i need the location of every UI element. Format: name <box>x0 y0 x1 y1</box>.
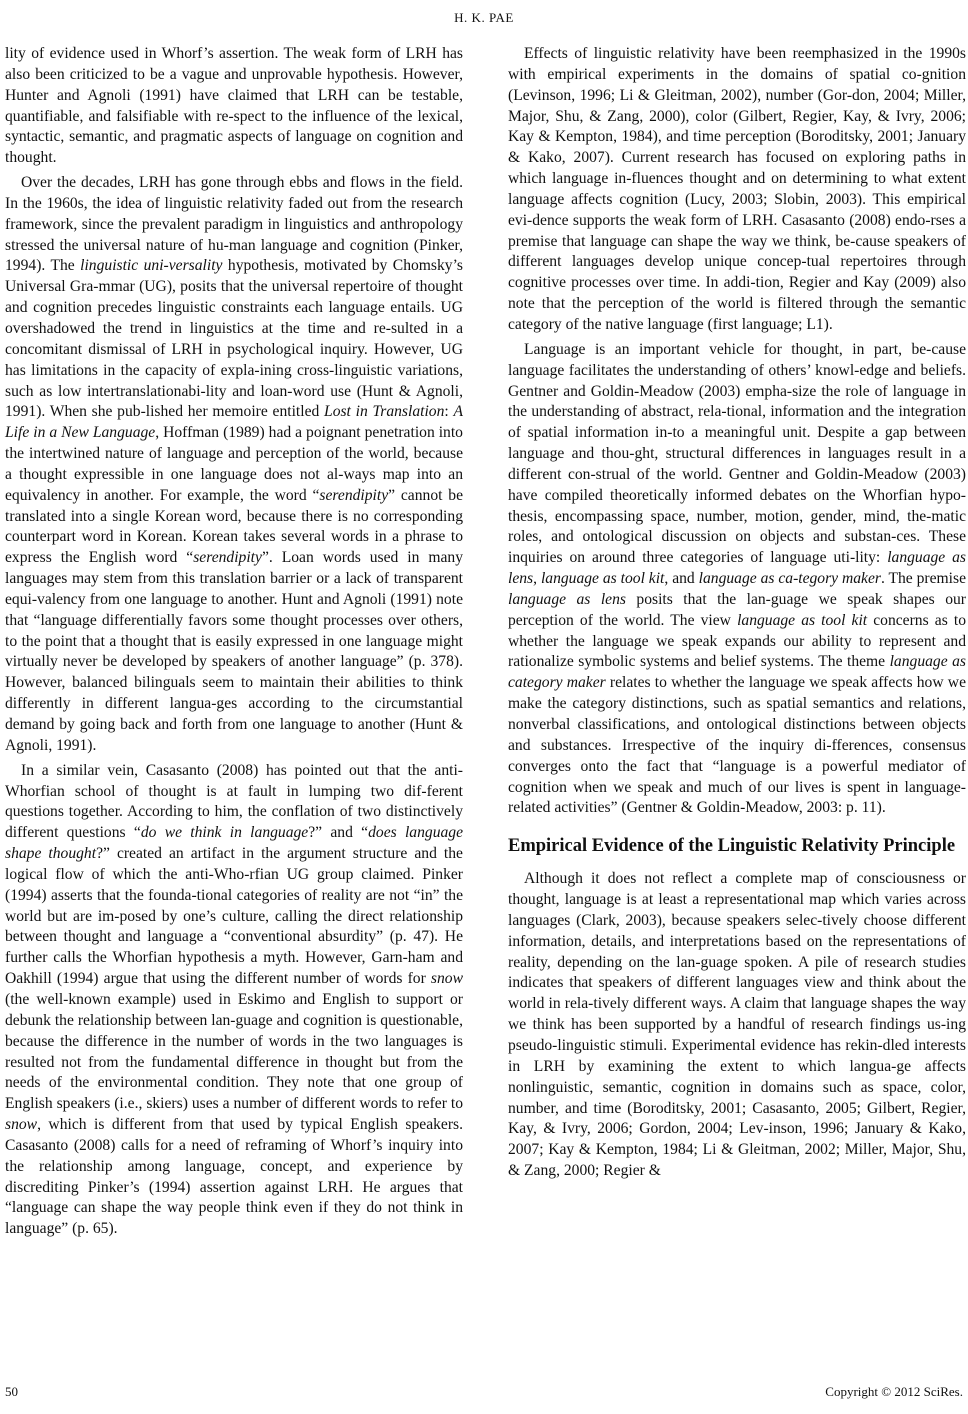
italic-term: do we think in language <box>140 824 309 842</box>
italic-term: snow <box>430 970 463 988</box>
text-run: ” cannot be translated into a single Korean word, because there is no corresponding counterpart word in Korean. Korean takes several words in a phrase to express the English word “ <box>5 486 463 567</box>
text-run: Although it does not reflect a complete map of consciousness or thought, language is at least a representational map which varies across languages (Clark, 2003), because speakers selec-tively choose different information, details, and interpretations based on the representations of reality, depending on the lan-guage spoken. A pile of research studies indicates that speakers of different languages view and think about the world in rela-tively different ways. A claim that language shapes the way we think has been supported by a handful of research findings us-ing pseudo-linguistic stimuli. Experimental evidence has rekin-dled interests in LRH by examining the extent to which langua-ge affects nonlinguistic, semantic, cognition in domains such as space, color, number, and time (Boroditsky, 2001; Casasanto, 2005; Gilbert, Regier, Kay, & Ivry, 2006; Gordon, 2004; Lev-inson, 1996; January & Kako, 2007; Kay & Kempton, 1984; Li & Gleitman, 2002; Miller, Major, Shu, & Zang, 2000; Regier & <box>508 870 966 1180</box>
text-run: ?” created an artifact in the argument structure and the logical flow of which the anti-Who-rfian UG group claimed. Pinker (1994) asserts that the founda-tional categories of reality are not “in” the world but are im-posed by one’s culture, calling the direct relationship between thought and language a “conventional absurdity” (p. 47). He further calls the Whorfian hypothesis a myth. However, Garn-ham and Oakhill (1994) argue that using the different number of words for <box>5 845 463 988</box>
paragraph <box>5 44 463 169</box>
paragraph <box>5 761 463 1240</box>
text-run: : <box>444 403 454 421</box>
text-run: , and <box>664 570 699 588</box>
italic-term: language as lens <box>508 590 626 608</box>
right-column <box>508 44 966 1182</box>
text-run: Over the decades, LRH has gone through ebbs and flows in the field. In the 1960s, the idea of linguistic relativity faded out from the research framework, since the prevalent paradigm in linguistics and anthropology stressed the universal nature of hu-man language and cognition (Pinker, 1994). The <box>5 174 463 275</box>
paragraph <box>5 173 463 757</box>
text-run: In a similar vein, Casasanto (2008) has pointed out that the anti-Whorfian school of thought is at fault in lumping two dif-ferent questions together. According to him, the conflation of two distinctively different questions “ <box>5 761 463 842</box>
italic-term: language as ca-tegory maker <box>698 570 881 588</box>
text-run: , <box>533 570 541 588</box>
text-run: Effects of linguistic relativity have been reemphasized in the 1990s with empirical experiments in the domains of spatial co-gnition (Levinson, 1996; Li & Gleitman, 2002), number (Gor-don, 2004; Miller, Major, Shu, & Zang, 2000), color (Gilbert, Regier, Kay, & Ivry, 2006; Kay & Kempton, 1984), and time perception (Boroditsky, 2001; January & Kako, 2007). Current research has focused on exploring paths in which language in-fluences thought and on determining to what extent language affects cognition (Lucy, 2003; Slobin, 2003). This empirical evi-dence supports the weak form of LRH. Casasanto (2008) endo-rses a premise that language can shape the way we think, be-cause speakers of different languages develop unique concep-tual repertoires through cognitive processes over time. In addi-tion, Regier and Kay (2009) also note that the perception of the world is filtered through the semantic category of the native language (first language; L1). <box>508 45 966 333</box>
page-number: 50 <box>5 1384 18 1399</box>
italic-term: language as lens <box>508 549 966 588</box>
left-column <box>5 44 463 1240</box>
text-run: lity of evidence used in Whorf’s assertion. The weak form of LRH has also been criticized to be a vague and unprovable hypothesis. However, Hunter and Agnoli (1991) have claimed that LRH can be testable, quantifiable, and falsifiable with re-spect to the influence of the lexical, syntactic, semantic, and pragmatic aspects of language on cognition and thought. <box>5 45 463 167</box>
italic-term: language as category maker <box>508 653 966 692</box>
italic-term: does language shape thought <box>5 824 463 863</box>
italic-term: language as tool kit <box>540 570 665 588</box>
italic-term: snow <box>5 1116 38 1134</box>
section-heading: Empirical Evidence of the Linguistic Relativity Principle <box>508 836 956 857</box>
text-run: ”. Loan words used in many languages may stem from this translation barrier or a lack of transparent equi-valency from one language to another. Hunt and Agnoli (1991) note that “language differentially favors some thought processes over others, to the point that a thought that is easily expressed in one language might virtually never be developed by speakers of another language” (p. 378). However, balanced bilinguals seem to maintain their abilities to think differently in different langua-ges according to the circumstantial demand by going back and forth from one language to another (Hunt & Agnoli, 1991). <box>5 549 463 754</box>
paragraph <box>508 869 966 1182</box>
text-run: relates to whether the language we speak affects how we make the category distinctions, such as spatial semantics and relations, nonverbal classifications, and ontological distinctions between objects and substances. Irrespective of the inquiry di-fferences, consensus converges onto the fact that “language is a powerful mediator of cognition when we speak and much of our lives is spent in language-related activities” (Gentner & Goldin-Meadow, 2003: p. 11). <box>508 674 966 817</box>
paragraph <box>508 44 966 336</box>
text-run: (the well-known example) used in Eskimo and English to support or debunk the relationship between lan-guage and cognition is questionable, because the difference in the number of words in the two languages is resulted not from the fundamental difference in thought but from the needs of the environmental condition. They note that one group of English speakers (i.e., skiers) uses a number of different words to refer to <box>5 990 463 1113</box>
italic-term: serendipity <box>193 549 262 567</box>
text-run: . The premise <box>880 570 966 588</box>
text-run: , which is different from that used by typical English speakers. Casasanto (2008) calls for a need of reframing of Whorf’s inquiry into the relationship among language, concept, and experience by discrediting Pinker’s (1994) assertion against LRH. He argues that “language can shape the way people think even if they do not think in language” (p. 65). <box>5 1116 463 1238</box>
text-run: hypothesis, motivated by Chomsky’s Universal Gra-mmar (UG), posits that the universal repertoire of thought and cognition precedes linguistic constraints each language entails. UG overshadowed the trend in linguistics at the time and re-sulted in a concomitant dismissal of LRH in psychological inquiry. However, UG has limitations in the capacity of expla-ining cross-linguistic variations, such as low intertranslationabi-lity and loan-word use (Hunt & Agnoli, 1991). When she pub-lished her memoire entitled <box>5 257 463 421</box>
italic-term: language as tool kit <box>737 611 868 629</box>
paragraph <box>508 340 966 819</box>
italic-term: serendipity <box>319 486 389 504</box>
text-run: posits that the lan-guage we speak shapes our perception of the world. The view <box>508 590 966 629</box>
text-run: concerns as to whether the language we speak expands our ability to represent and rationalize symbolic systems and belief systems. The theme <box>508 611 966 671</box>
italic-term: A Life in a New Language <box>5 403 463 442</box>
text-run: ?” and “ <box>308 824 369 842</box>
text-run: Language is an important vehicle for thought, in part, be-cause language facilitates the understanding of others’ knowl-edge and beliefs. Gentner and Goldin-Meadow (2003) empha-size the role of language in the understanding of abstract, rela-tional, information and the integration of spatial information in-to a meaningful unit. Despite a gap between language and thou-ght, structural differences in languages result in a different con-strual of the world. Gentner and Goldin-Meadow (2003) have compiled theoretically informed debates on the Whorfian hypo-thesis, encompassing space, number, motion, gender, mind, the-matic roles, and ontological discussion on objects and substan-ces. These inquiries on around three categories of language uti-lity: <box>508 340 966 567</box>
italic-term: Lost in Translation <box>324 403 445 421</box>
text-run: , Hoffman (1989) had a poignant penetration into the intertwined nature of language and perception of the world, because a thought expressible in one language does not al-ways map into an equivalency in another. For example, the word “ <box>5 424 463 504</box>
running-head: H. K. PAE <box>454 10 514 25</box>
copyright-notice: Copyright © 2012 SciRes. <box>825 1384 963 1399</box>
italic-term: linguistic uni-versality <box>80 257 223 275</box>
